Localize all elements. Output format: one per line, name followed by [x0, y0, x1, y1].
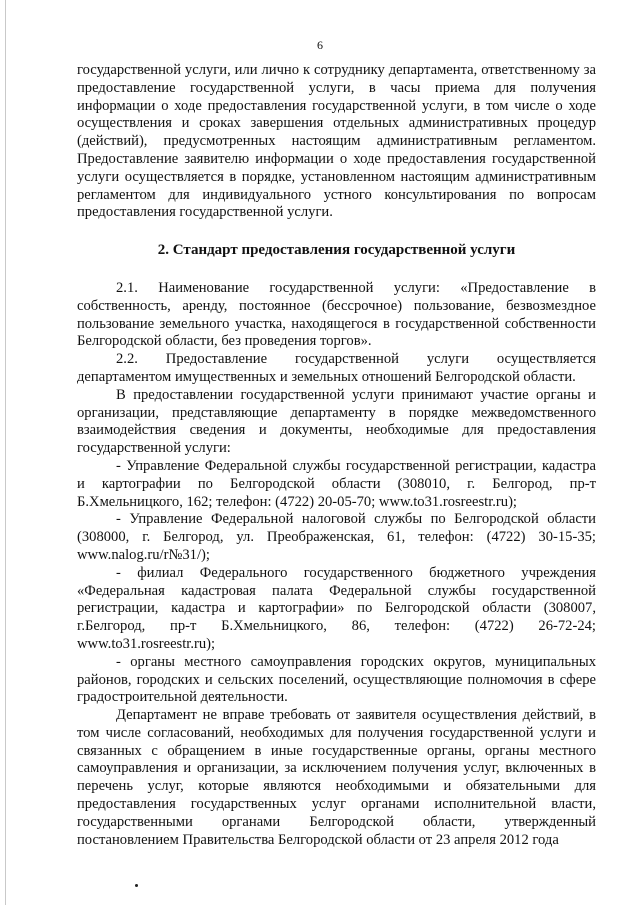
scan-speck [135, 884, 138, 887]
document-body [77, 62, 596, 849]
paragraph-department-restrictions: Департамент не вправе требовать от заявителя осуществления действий, в том числе согласований, необходимых для получения государственной услуги и связанных с обращением в иные государственные органы, органы местного самоуправления и организации, за исключением получения услуг, включенных в перечень услуг, которые являются необходимыми и обязательными для предоставления государственных услуг органами исполнительной власти, государственными органами Белгородской области, утвержденный постановлением Правительства Белгородской области от 23 апреля 2012 года [77, 707, 596, 848]
paragraph-2-1: 2.1. Наименование государственной услуги: «Предоставление в собственность, аренду, постоянное (бессрочное) пользование, безвозмездное пользование земельного участка, находящегося в государственной собственности Белгородской области, без проведения торгов». [77, 279, 596, 350]
paragraph-2-2: 2.2. Предоставление государственной услуги осуществляется департаментом имущественных и земельных отношений Белгородской области. [77, 351, 596, 385]
list-item-rosreestr: - Управление Федеральной службы государственной регистрации, кадастра и картографии по Белгородской области (308010, г. Белгород, пр-т Б.Хмельницкого, 162; телефон: (4722) 20-05-70; www.to31.rosreestr.ru); [77, 457, 596, 510]
list-item-cadastral-chamber: - филиал Федерального государственного бюджетного учреждения «Федеральная кадастровая палата Федеральной службы государственной регистрации, кадастра и картографии» по Белгородской области (308007, г.Белгород, пр-т Б.Хмельницкого, 86, телефон: (4722) 26-72-24; www.to31.rosreestr.ru); [77, 564, 596, 652]
paragraph-participants: В предоставлении государственной услуги принимают участие органы и организации, представляющие департаменту в порядке межведомственного взаимодействия сведения и документы, необходимые для предоставления государственной услуги: [77, 386, 596, 457]
page-number: 6 [317, 38, 323, 52]
section-heading: 2. Стандарт предоставления государственной услуги [157, 242, 516, 259]
list-item-tax-service: - Управление Федеральной налоговой службы по Белгородской области (308000, г. Белгород, ул. Преображенская, 61, телефон: (4722) 30-15-35; www.nalog.ru/r№31/); [77, 511, 596, 563]
page-edge-shadow [5, 0, 6, 905]
paragraph-consultation: государственной услуги, или лично к сотруднику департамента, ответственному за предоставление государственной услуги, в часы приема для получения информации о ходе предоставления государственной услуги, в том числе о ходе осуществления и сроках завершения отдельных административных процедур (действий), предусмотренных настоящим административным регламентом. Предоставление заявителю информации о ходе предоставления государственной услуги осуществляется в порядке, установленном настоящим административным регламентом для индивидуального устного консультирования по вопросам предоставления государственной услуги. [77, 62, 596, 221]
list-item-local-government: - органы местного самоуправления городских округов, муниципальных районов, городских и сельских поселений, осуществляющие полномочия в сфере градостроительной деятельности. [77, 653, 596, 706]
